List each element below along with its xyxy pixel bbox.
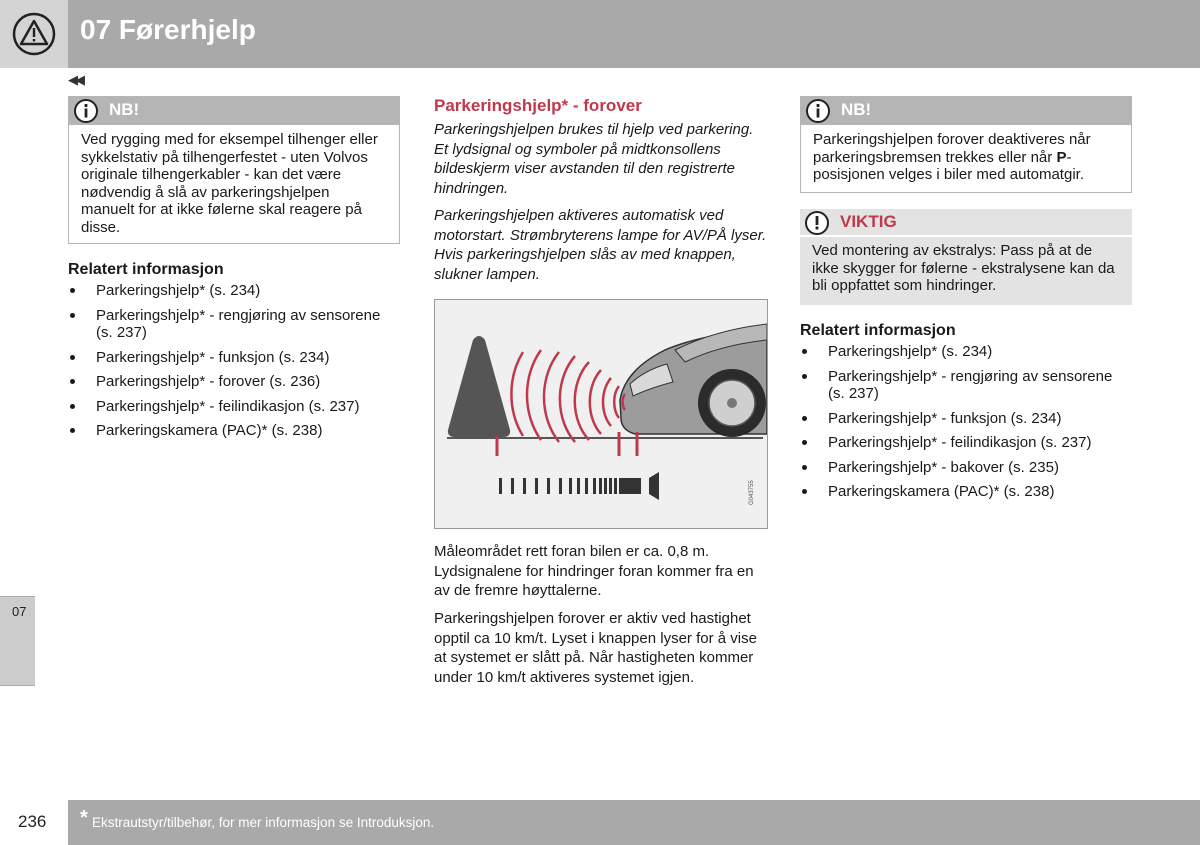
- body-paragraph-2: Parkeringshjelpen forover er aktiv ved hastighet opptil ca 10 km/t. Lyset i knappen lyser for å vise at systemet er slått på. Når hastigheten kommer under 10 km/t aktiveres systemet igjen.: [434, 610, 757, 686]
- footnote-star: *: [80, 807, 88, 829]
- note-title: NB!: [109, 100, 140, 119]
- related-link[interactable]: Parkeringshjelp* - funksjon (s. 234): [800, 410, 1120, 428]
- chapter-tab-label: 07: [12, 604, 27, 619]
- footnote-text: Ekstrautstyr/tilbehør, for mer informasjon se Introduksjon.: [92, 815, 435, 830]
- header-icon-box: [0, 0, 68, 68]
- page-title: 07 Førerhjelp: [80, 14, 256, 45]
- note-box-left: [68, 96, 400, 244]
- page-header: [0, 0, 1200, 68]
- related-link[interactable]: Parkeringshjelp* (s. 234): [68, 282, 388, 300]
- related-link[interactable]: Parkeringshjelp* - bakover (s. 235): [800, 459, 1120, 477]
- parking-sensor-illustration: [434, 299, 768, 529]
- illustration-svg: [435, 300, 767, 528]
- related-link[interactable]: Parkeringshjelp* - funksjon (s. 234): [68, 349, 388, 367]
- body-paragraph-1: Måleområdet rett foran bilen er ca. 0,8 m. Lydsignalene for hindringer foran kommer fra en av de fremre høyttalerne.: [434, 543, 754, 599]
- related-info-title: Relatert informasjon: [800, 322, 956, 339]
- info-icon: [73, 98, 99, 124]
- related-link[interactable]: Parkeringskamera (PAC)* (s. 238): [800, 483, 1120, 501]
- note-text: Parkeringshjelpen forover deaktiveres når parkeringsbremsen trekkes eller når P-posisjonen velges i biler med automatgir.: [813, 131, 1091, 183]
- warning-triangle-icon: [12, 12, 56, 56]
- related-info-title: Relatert informasjon: [68, 261, 224, 278]
- warning-text: Ved montering av ekstralys: Pass på at de ikke skygger for følerne - ekstralysene kan da bli oppfattet som hindringer.: [812, 242, 1115, 294]
- intro-paragraph-2: Parkeringshjelpen aktiveres automatisk ved motorstart. Strømbryterens lampe for AV/PÅ lyser. Hvis parkeringshjelpen slås av med knappen, slukner lampen.: [434, 207, 767, 283]
- related-link[interactable]: Parkeringshjelp* - rengjøring av sensorene (s. 237): [68, 307, 388, 342]
- warning-header: [800, 209, 1132, 237]
- note-text: Ved rygging med for eksempel tilhenger eller sykkelstativ på tilhengerfestet - uten Volvos originale tilhengerkabler - kan det være nødvendig å slå av parkeringshjelpen manuelt for at ikke følerne skal reagere på disse.: [81, 131, 378, 236]
- note-header: [69, 97, 399, 125]
- related-list-right: [800, 343, 1120, 508]
- intro-paragraph-1: Parkeringshjelpen brukes til hjelp ved parkering. Et lydsignal og symboler på midtkonsollens bildeskjerm viser avstanden til den registrerte hindringen.: [434, 121, 754, 197]
- traffic-cone: [448, 336, 510, 437]
- figure-code: G043755: [749, 480, 755, 505]
- note-box-right: [800, 96, 1132, 193]
- exclamation-icon: [804, 210, 830, 236]
- related-link[interactable]: Parkeringshjelp* (s. 234): [800, 343, 1120, 361]
- related-list-left: [68, 282, 388, 447]
- sensor-arcs: [511, 350, 625, 442]
- back-arrows-icon[interactable]: ◀◀: [68, 72, 82, 87]
- info-icon: [805, 98, 831, 124]
- related-link[interactable]: Parkeringskamera (PAC)* (s. 238): [68, 422, 388, 440]
- warning-title: VIKTIG: [840, 212, 897, 231]
- section-title: Parkeringshjelp* - forover: [434, 96, 642, 115]
- note-title: NB!: [841, 100, 872, 119]
- related-link[interactable]: Parkeringshjelp* - forover (s. 236): [68, 373, 388, 391]
- related-link[interactable]: Parkeringshjelp* - feilindikasjon (s. 237): [68, 398, 388, 416]
- warning-box: [800, 209, 1132, 305]
- note-header: [801, 97, 1131, 125]
- related-link[interactable]: Parkeringshjelp* - feilindikasjon (s. 237): [800, 434, 1120, 452]
- distance-bar-scale: [499, 472, 659, 500]
- related-link[interactable]: Parkeringshjelp* - rengjøring av sensorene (s. 237): [800, 368, 1120, 403]
- page-number: 236: [18, 812, 47, 831]
- distance-markers: [497, 432, 637, 456]
